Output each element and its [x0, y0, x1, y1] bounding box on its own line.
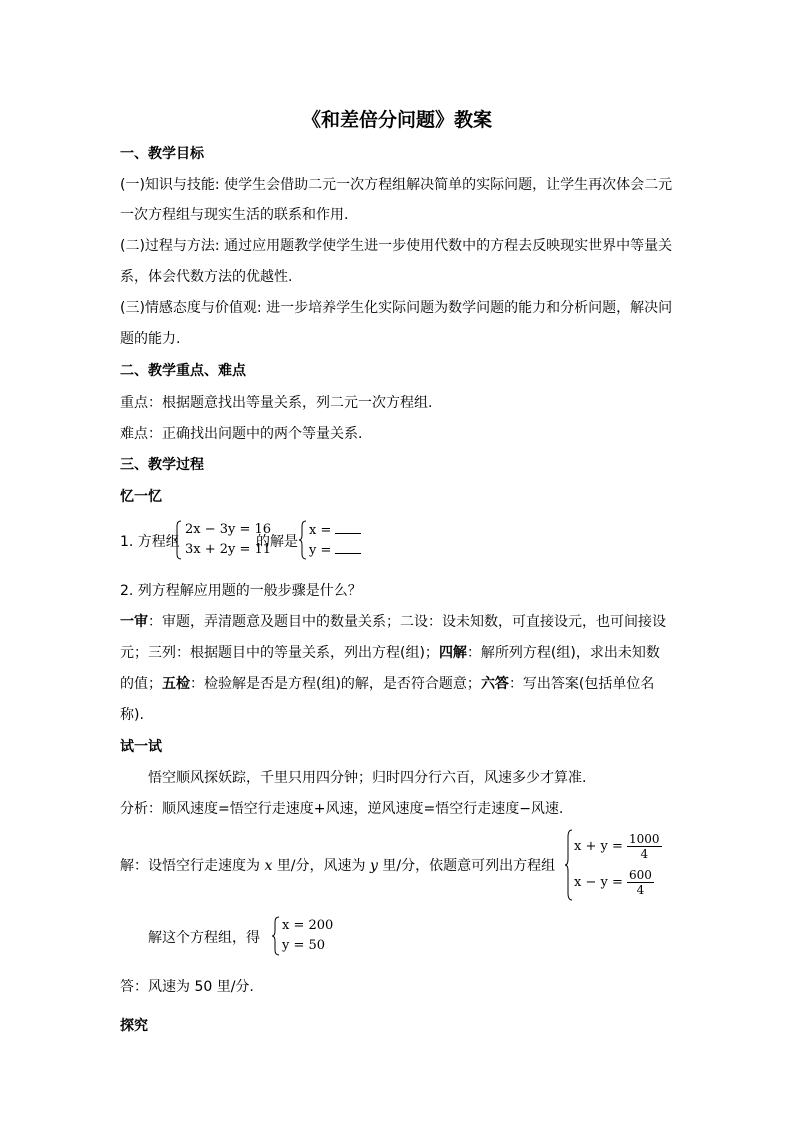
variable-y: y: [369, 858, 378, 874]
equation-1: 2x − 3y = 16: [185, 522, 272, 537]
solution-line: [120, 857, 555, 875]
answer-y-label: y =: [309, 543, 332, 558]
equation-diff-lhs: x − y =: [574, 875, 623, 890]
fraction-numerator: 1000: [629, 832, 660, 846]
steps-text-4: ：解所列方程(组)，求出未知数: [466, 645, 660, 661]
left-brace-icon: [564, 829, 574, 901]
recall-heading: 忆一忆: [120, 489, 162, 505]
answer-x-label: x =: [309, 523, 332, 538]
difficulty-text: 难点：正确找出问题中的两个等量关系.: [120, 426, 363, 442]
section-heading-key-points: 二、教学重点、难点: [120, 363, 246, 379]
key-point-text: 重点：根据题意找出等量关系，列二元一次方程组.: [120, 395, 433, 411]
answer-x-blank: [335, 521, 361, 534]
step-label-6: 六答: [480, 676, 509, 692]
try-heading: 试一试: [120, 739, 162, 755]
steps-line-1: [120, 613, 666, 631]
goal-1-line-2: 一次方程组与现实生活的联系和作用.: [120, 207, 349, 223]
question-1-prefix: 1. 方程组: [120, 534, 180, 550]
equation-sum-lhs: x + y =: [574, 839, 623, 854]
solution-text-c: 里/分，依题意可列出方程组: [382, 858, 556, 874]
answer-y: [309, 541, 361, 560]
variable-x: x: [264, 858, 273, 874]
steps-line-2: [120, 644, 660, 662]
left-brace-icon: [271, 916, 281, 956]
poem-problem: 悟空顺风探妖踪，千里只用四分钟；归时四分行六百，风速多少才算准.: [148, 770, 587, 786]
question-1-mid: 的解是: [256, 534, 298, 550]
steps-text-2: 元；三列：根据题目中的等量关系，列出方程(组)；: [120, 645, 439, 661]
fraction-denominator: 4: [636, 883, 645, 897]
fraction-600-4: [627, 868, 654, 897]
left-brace-icon: [173, 520, 183, 560]
steps-text-5-pre: 的值；: [120, 676, 162, 692]
steps-text-5: ：检验解是否是方程(组)的解，是否符合题意；: [190, 676, 481, 692]
section-heading-process: 三、教学过程: [120, 457, 204, 473]
equation-diff: [574, 868, 654, 897]
fraction-denominator: 4: [640, 847, 649, 861]
left-brace-icon: [298, 520, 308, 560]
question-2: 2. 列方程解应用题的一般步骤是什么？: [120, 583, 362, 599]
step-label-1: 一审: [120, 614, 148, 630]
explore-heading: 探究: [120, 1018, 148, 1034]
fraction-1000-4: [627, 832, 662, 861]
goal-2-line-2: 系，体会代数方法的优越性.: [120, 269, 293, 285]
fraction-numerator: 600: [629, 868, 652, 882]
step-label-5: 五检: [162, 676, 190, 692]
steps-text-1: ：审题，弄清题意及题目中的数量关系；二设：设未知数，可直接设元，也可间接设: [148, 614, 666, 630]
steps-line-3: [120, 675, 654, 693]
step-label-4: 四解: [438, 645, 467, 661]
result-x: x = 200: [282, 918, 334, 933]
answer-x: [309, 521, 361, 540]
goal-1-line-1: (一)知识与技能: 使学生会借助二元一次方程组解决简单的实际问题，让学生再次体会二元: [120, 177, 673, 193]
document-title: 《和差倍分问题》教案: [301, 109, 492, 131]
goal-3-line-2: 题的能力.: [120, 331, 181, 347]
goal-2-line-1: (二)过程与方法: 通过应用题教学使学生进一步使用代数中的方程去反映现实世界中等量关: [120, 238, 673, 254]
solve-text: 解这个方程组，得: [148, 930, 260, 946]
result-y: y = 50: [282, 938, 326, 953]
equation-2: 3x + 2y = 11: [185, 542, 272, 557]
goal-3-line-1: (三)情感态度与价值观: 进一步培养学生化实际问题为数学问题的能力和分析问题，解决问: [120, 300, 673, 316]
steps-text-6: ：写出答案(包括单位名: [508, 676, 655, 692]
solution-text-a: 解：设悟空行走速度为: [120, 858, 260, 874]
equation-sum: [574, 832, 662, 861]
answer-y-blank: [335, 541, 361, 554]
analysis-text: 分析：顺风速度=悟空行走速度+风速，逆风速度=悟空行走速度−风速.: [120, 801, 564, 817]
steps-line-4: 称).: [120, 707, 144, 723]
section-heading-goals: 一、教学目标: [120, 146, 204, 162]
answer-text: 答：风速为 50 里/分.: [120, 979, 254, 995]
solution-text-b: 里/分，风速为: [276, 858, 366, 874]
